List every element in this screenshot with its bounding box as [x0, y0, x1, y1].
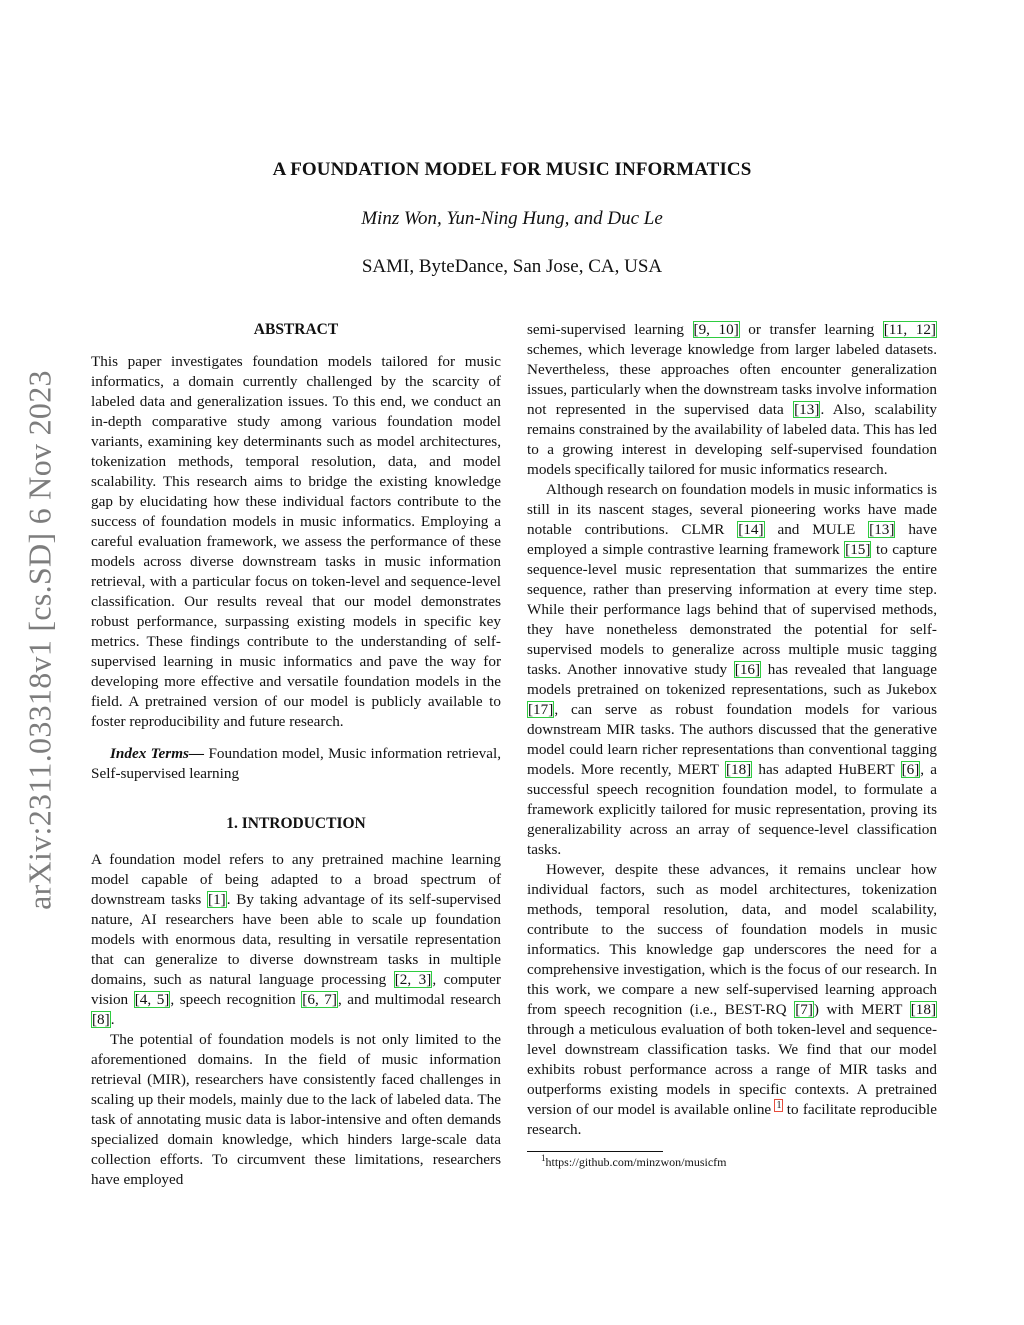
intro-paragraph-3 — [527, 480, 937, 860]
text-run: , a successful speech recognition foundation model, to formulate a framework explicitly tailored for music representation, proving its generalizability across an array of sequence-level classification tasks. — [527, 761, 937, 858]
citation-link[interactable]: [18] — [725, 761, 752, 778]
citation-link[interactable]: [2, 3] — [394, 971, 432, 988]
citation-link[interactable]: [18] — [910, 1001, 937, 1018]
abstract-text: This paper investigates foundation models tailored for music informatics, a domain currently challenged by the scarcity of labeled data and generalization issues. To this end, we conduct an in-depth comparative study among various foundation model variants, examining key determinants such as model architectures, tokenization methods, temporal resolution, data, and model scalability. This research aims to bridge the existing knowledge gap by elucidating how these individual factors contribute to the success of foundation models in music informatics. Employing a careful evaluation framework, we assess the performance of these models across diverse downstream tasks in music information retrieval, with a particular focus on token-level and sequence-level classification. Our results reveal that our model demonstrates robust performance, surpassing existing models in specific key metrics. These findings contribute to the understanding of self-supervised learning in music informatics and pave the way for developing more effective and versatile foundation models in the field. A pretrained version of our model is publicly available to foster reproducibility and future research. — [91, 353, 501, 730]
text-run: ) with MERT — [813, 1001, 910, 1018]
text-run: However, despite these advances, it remains unclear how individual factors, such as model architectures, tokenization methods, temporal resolution, data, and model scalability, contribute to the success of foundation models in music informatics. This knowledge gap underscores the need for a comprehensive investigation, which is the focus of our research. In this work, we compare a new self-supervised learning approach from speech recognition (i.e., BEST-RQ — [527, 861, 937, 1018]
text-run: . — [110, 1011, 115, 1028]
text-run: , can serve as robust foundation models for various downstream MIR tasks. The authors discussed that the generative model could learn richer representations than conventional tagging models. More recently, MERT — [527, 701, 937, 778]
abstract-heading: ABSTRACT — [253, 321, 339, 338]
citation-link[interactable]: [13] — [794, 401, 820, 418]
text-run: Although research on foundation models in music informatics is still in its nascent stages, several pioneering works have made notable contributions. CLMR — [527, 481, 937, 538]
text-run: schemes, which leverage knowledge from larger labeled datasets. Nevertheless, these approaches often encounter generalization issues, particularly when the downstream tasks involve information not represented in the supervised data — [527, 341, 937, 418]
intro-paragraph-2-start: The potential of foundation models is not only limited to the aforementioned domains. In the field of music information retrieval (MIR), researchers have consistently faced challenges in scaling up their models, mainly due to the lack of labeled data. The task of annotating music data is labor-intensive and often demands specialized domain knowledge, which hinders large-scale data collection efforts. To circumvent these limitations, researchers have employed — [91, 1031, 501, 1188]
paper-affiliation: SAMI, ByteDance, San Jose, CA, USA — [361, 256, 663, 277]
text-run: to facilitate reproducible research. — [527, 1101, 938, 1138]
text-run: or transfer learning — [739, 321, 883, 338]
citation-link[interactable]: [4, 5] — [134, 991, 170, 1008]
intro-paragraph-4 — [527, 860, 937, 1140]
citation-link[interactable]: [7] — [795, 1001, 813, 1018]
citation-link[interactable]: [6] — [901, 761, 920, 778]
text-run: has revealed that language models pretrained on tokenized representations, such as Jukebox — [527, 661, 938, 698]
footnote — [527, 1155, 937, 1170]
paper-title: A FOUNDATION MODEL FOR MUSIC INFORMATICS — [272, 159, 752, 180]
arxiv-identifier-stamp[interactable]: arXiv:2311.03318v1 [cs.SD] 6 Nov 2023 — [21, 370, 58, 910]
text-run: , speech recognition — [170, 991, 302, 1008]
footnote-reference-link[interactable]: 1 — [776, 1099, 782, 1111]
citation-link[interactable]: [14] — [738, 521, 764, 538]
citation-link[interactable]: [17] — [528, 701, 554, 718]
section-heading-introduction: 1. INTRODUCTION — [226, 815, 366, 832]
paper-authors: Minz Won, Yun-Ning Hung, and Duc Le — [361, 208, 663, 229]
citation-link[interactable]: [13] — [869, 521, 895, 538]
right-column — [527, 320, 937, 1170]
left-column — [91, 320, 501, 1190]
footnote-mark: 1 — [541, 1153, 546, 1163]
text-run: to capture sequence-level music representation that summarizes the entire sequence, rather than preserving information at every time step. While their performance lags behind that of supervised methods, they have nonetheless demonstrated the potential for self-supervised models to generalize across multiple music tagging tasks. Another innovative study — [527, 541, 937, 678]
citation-link[interactable]: [11, 12] — [883, 321, 936, 338]
citation-link[interactable]: [6, 7] — [302, 991, 337, 1008]
citation-link[interactable]: [1] — [208, 891, 226, 908]
text-run: have employed a simple contrastive learning framework — [527, 521, 937, 558]
footnote-divider — [527, 1151, 663, 1152]
index-terms-text: Foundation model, Music information retrieval, Self-supervised learning — [91, 745, 501, 782]
text-run: through a meticulous evaluation of both token-level and sequence-level downstream classification tasks. We find that our model exhibits robust performance across a range of MIR tasks and outperforms existing models in specific contexts. A pretrained version of our model is available online — [527, 1021, 937, 1118]
text-run: , and multimodal research — [337, 991, 501, 1008]
text-run: A foundation model refers to any pretrained machine learning model capable of being adapted to a broad spectrum of downstream tasks — [91, 851, 501, 908]
text-run: . By taking advantage of its self-supervised nature, AI researchers have been able to scale up foundation models with enormous data, resulting in versatile representation that can generalize to diverse downstream tasks in multiple domains, such as natural language processing — [91, 891, 501, 988]
text-run: and MULE — [764, 521, 869, 538]
citation-link[interactable]: [16] — [734, 661, 761, 678]
citation-link[interactable]: [8] — [92, 1011, 110, 1028]
intro-paragraph-2-continued — [527, 320, 937, 480]
citation-link[interactable]: [15] — [845, 541, 871, 558]
footnote-url[interactable]: https://github.com/minzwon/musicfm — [545, 1155, 727, 1169]
intro-paragraph-1 — [91, 850, 501, 1030]
text-run: , computer vision — [91, 971, 501, 1008]
text-run: . Also, scalability remains constrained by the availability of labeled data. This has led to a growing interest in developing self-supervised foundation models specifically tailored for music informatics research. — [527, 401, 938, 478]
text-run: has adapted HuBERT — [752, 761, 901, 778]
citation-link[interactable]: [9, 10] — [693, 321, 739, 338]
text-run: semi-supervised learning — [527, 321, 693, 338]
index-terms — [91, 744, 501, 784]
index-terms-label: Index Terms— — [110, 745, 205, 762]
